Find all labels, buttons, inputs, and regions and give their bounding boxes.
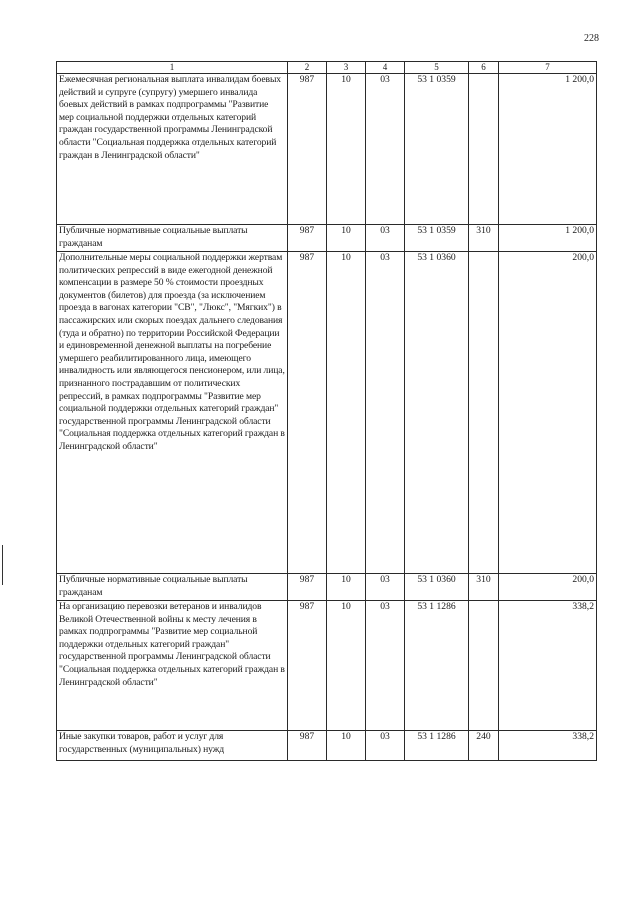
cell-subsection: 03 <box>366 731 405 761</box>
page-number: 228 <box>584 33 599 44</box>
cell-admin-code: 987 <box>288 731 327 761</box>
cell-target-article: 53 1 0360 <box>405 574 469 601</box>
column-header: 3 <box>327 62 366 74</box>
row-description: Ежемесячная региональная выплата инвалидам боевых действий и супруге (супругу) умершего инвалида боевых действий в рамках подпрограммы "Развитие мер социальной поддержки отдельных категорий граждан государственной программы Ленинградской области "Социальная поддержка отдельных категорий граждан в Ленинградской области" <box>57 74 288 225</box>
scan-edge-mark <box>2 545 3 585</box>
column-header: 5 <box>405 62 469 74</box>
cell-expense-type: 310 <box>469 574 499 601</box>
row-description: На организацию перевозки ветеранов и инвалидов Великой Отечественной войны к месту лечения в рамках подпрограммы "Развитие мер социальной поддержки отдельных категорий граждан" государственной программы Ленинградской области "Социальная поддержка отдельных категорий граждан в Ленинградской области" <box>57 601 288 731</box>
table-row <box>57 252 597 574</box>
cell-target-article: 53 1 0359 <box>405 225 469 252</box>
cell-subsection: 03 <box>366 601 405 731</box>
cell-amount: 338,2 <box>499 601 597 731</box>
cell-subsection: 03 <box>366 74 405 225</box>
cell-section: 10 <box>327 252 366 574</box>
cell-subsection: 03 <box>366 574 405 601</box>
cell-amount: 200,0 <box>499 574 597 601</box>
table-row <box>57 601 597 731</box>
cell-amount: 1 200,0 <box>499 74 597 225</box>
cell-expense-type <box>469 74 499 225</box>
cell-expense-type <box>469 252 499 574</box>
budget-table <box>56 61 597 761</box>
cell-subsection: 03 <box>366 252 405 574</box>
cell-target-article: 53 1 1286 <box>405 601 469 731</box>
cell-expense-type: 310 <box>469 225 499 252</box>
cell-target-article: 53 1 0360 <box>405 252 469 574</box>
column-header: 7 <box>499 62 597 74</box>
cell-amount: 338,2 <box>499 731 597 761</box>
cell-expense-type: 240 <box>469 731 499 761</box>
cell-section: 10 <box>327 601 366 731</box>
cell-admin-code: 987 <box>288 74 327 225</box>
table-row <box>57 731 597 761</box>
row-description: Дополнительные меры социальной поддержки жертвам политических репрессий в виде ежегодной денежной компенсации в размере 50 % стоимости проездных документов (билетов) для проезда (за исключением проезда в вагонах категории "СВ", "Люкс", "Мягких") в пассажирских или скорых поездах дальнего следования (туда и обратно) по территории Российской Федерации и единовременной денежной выплаты на погребение умершего реабилитированного лица, имеющего инвалидность или являющегося пенсионером, или лица, признанного пострадавшим от политических репрессий, в рамках подпрограммы "Развитие мер социальной поддержки отдельных категорий граждан" государственной программы Ленинградской области "Социальная поддержка отдельных категорий граждан в Ленинградской области" <box>57 252 288 574</box>
cell-subsection: 03 <box>366 225 405 252</box>
table-row <box>57 225 597 252</box>
cell-target-article: 53 1 0359 <box>405 74 469 225</box>
cell-section: 10 <box>327 225 366 252</box>
cell-target-article: 53 1 1286 <box>405 731 469 761</box>
column-header: 2 <box>288 62 327 74</box>
cell-amount: 200,0 <box>499 252 597 574</box>
cell-admin-code: 987 <box>288 252 327 574</box>
column-header: 6 <box>469 62 499 74</box>
row-description: Публичные нормативные социальные выплаты гражданам <box>57 574 288 601</box>
row-description: Публичные нормативные социальные выплаты гражданам <box>57 225 288 252</box>
cell-admin-code: 987 <box>288 574 327 601</box>
cell-section: 10 <box>327 574 366 601</box>
column-header: 1 <box>57 62 288 74</box>
table-row <box>57 74 597 225</box>
cell-section: 10 <box>327 731 366 761</box>
cell-amount: 1 200,0 <box>499 225 597 252</box>
row-description: Иные закупки товаров, работ и услуг для государственных (муниципальных) нужд <box>57 731 288 761</box>
cell-admin-code: 987 <box>288 225 327 252</box>
cell-section: 10 <box>327 74 366 225</box>
column-header: 4 <box>366 62 405 74</box>
cell-expense-type <box>469 601 499 731</box>
cell-admin-code: 987 <box>288 601 327 731</box>
table-row <box>57 574 597 601</box>
column-header-row <box>57 62 597 74</box>
